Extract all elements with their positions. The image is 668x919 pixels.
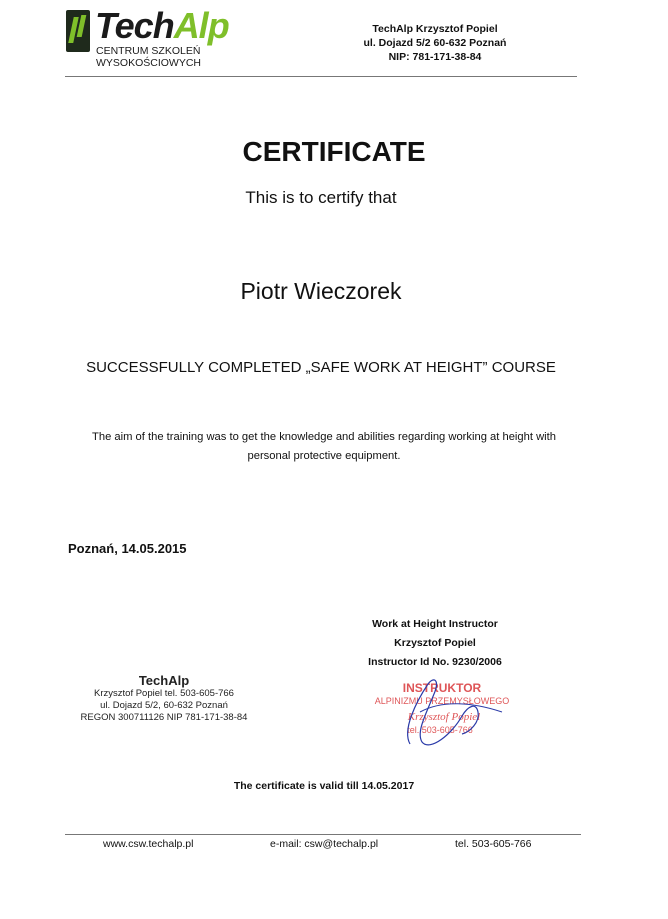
certificate-title: CERTIFICATE (242, 136, 426, 167)
instructor-role: Work at Height Instructor (372, 618, 498, 630)
header-divider (65, 76, 577, 77)
instructor-block (330, 615, 540, 672)
instructor-stamp-line3: Krzysztof Popiel (407, 711, 481, 723)
company-stamp-line3: REGON 300711126 NIP 781-171-38-84 (80, 712, 248, 723)
logo-subtitle (96, 45, 201, 69)
footer-email: e-mail: csw@techalp.pl (270, 838, 379, 850)
instructor-name: Krzysztof Popiel (394, 637, 476, 649)
footer-phone: tel. 503-605-766 (455, 838, 532, 850)
techalp-logo (66, 5, 236, 70)
logo-mark-icon (66, 10, 90, 52)
instructor-stamp-line4: tel. 503-605-766 (407, 725, 473, 735)
company-details (350, 22, 520, 64)
place-date: Poznań, 14.05.2015 (68, 541, 187, 556)
training-aim (72, 428, 576, 466)
company-address: ul. Dojazd 5/2 60-632 Poznań (363, 37, 507, 49)
logo-brand-dark: Tech (95, 5, 174, 46)
logo-subtitle-line1: CENTRUM SZKOLEŃ (96, 45, 201, 57)
training-aim-line1: The aim of the training was to get the knowledge and abilities regarding working at height with (92, 431, 556, 443)
company-stamp (64, 674, 264, 724)
company-stamp-title: TechAlp (138, 673, 190, 688)
footer-divider (65, 834, 581, 835)
company-nip: NIP: 781-171-38-84 (388, 51, 482, 63)
instructor-stamp (362, 672, 522, 752)
company-stamp-line2: ul. Dojazd 5/2, 60-632 Poznań (100, 700, 228, 711)
recipient-name: Piotr Wieczorek (240, 278, 402, 304)
company-name: TechAlp Krzysztof Popiel (372, 23, 498, 35)
instructor-stamp-line2: ALPINIZMU PRZEMYSŁOWEGO (374, 696, 510, 706)
instructor-stamp-line1: INSTRUKTOR (402, 681, 482, 695)
logo-brand-green: Alp (173, 5, 229, 46)
certificate-subtitle: This is to certify that (245, 188, 397, 207)
course-statement: SUCCESSFULLY COMPLETED „SAFE WORK AT HEIGHT” COURSE (86, 359, 556, 376)
logo-wordmark (95, 4, 229, 48)
footer-website: www.csw.techalp.pl (103, 838, 194, 850)
company-stamp-line1: Krzysztof Popiel tel. 503-605-766 (94, 688, 234, 699)
instructor-id: Instructor Id No. 9230/2006 (368, 656, 502, 668)
logo-subtitle-line2: WYSOKOŚCIOWYCH (96, 57, 202, 69)
validity-statement: The certificate is valid till 14.05.2017 (233, 780, 415, 792)
training-aim-line2: personal protective equipment. (247, 450, 401, 462)
